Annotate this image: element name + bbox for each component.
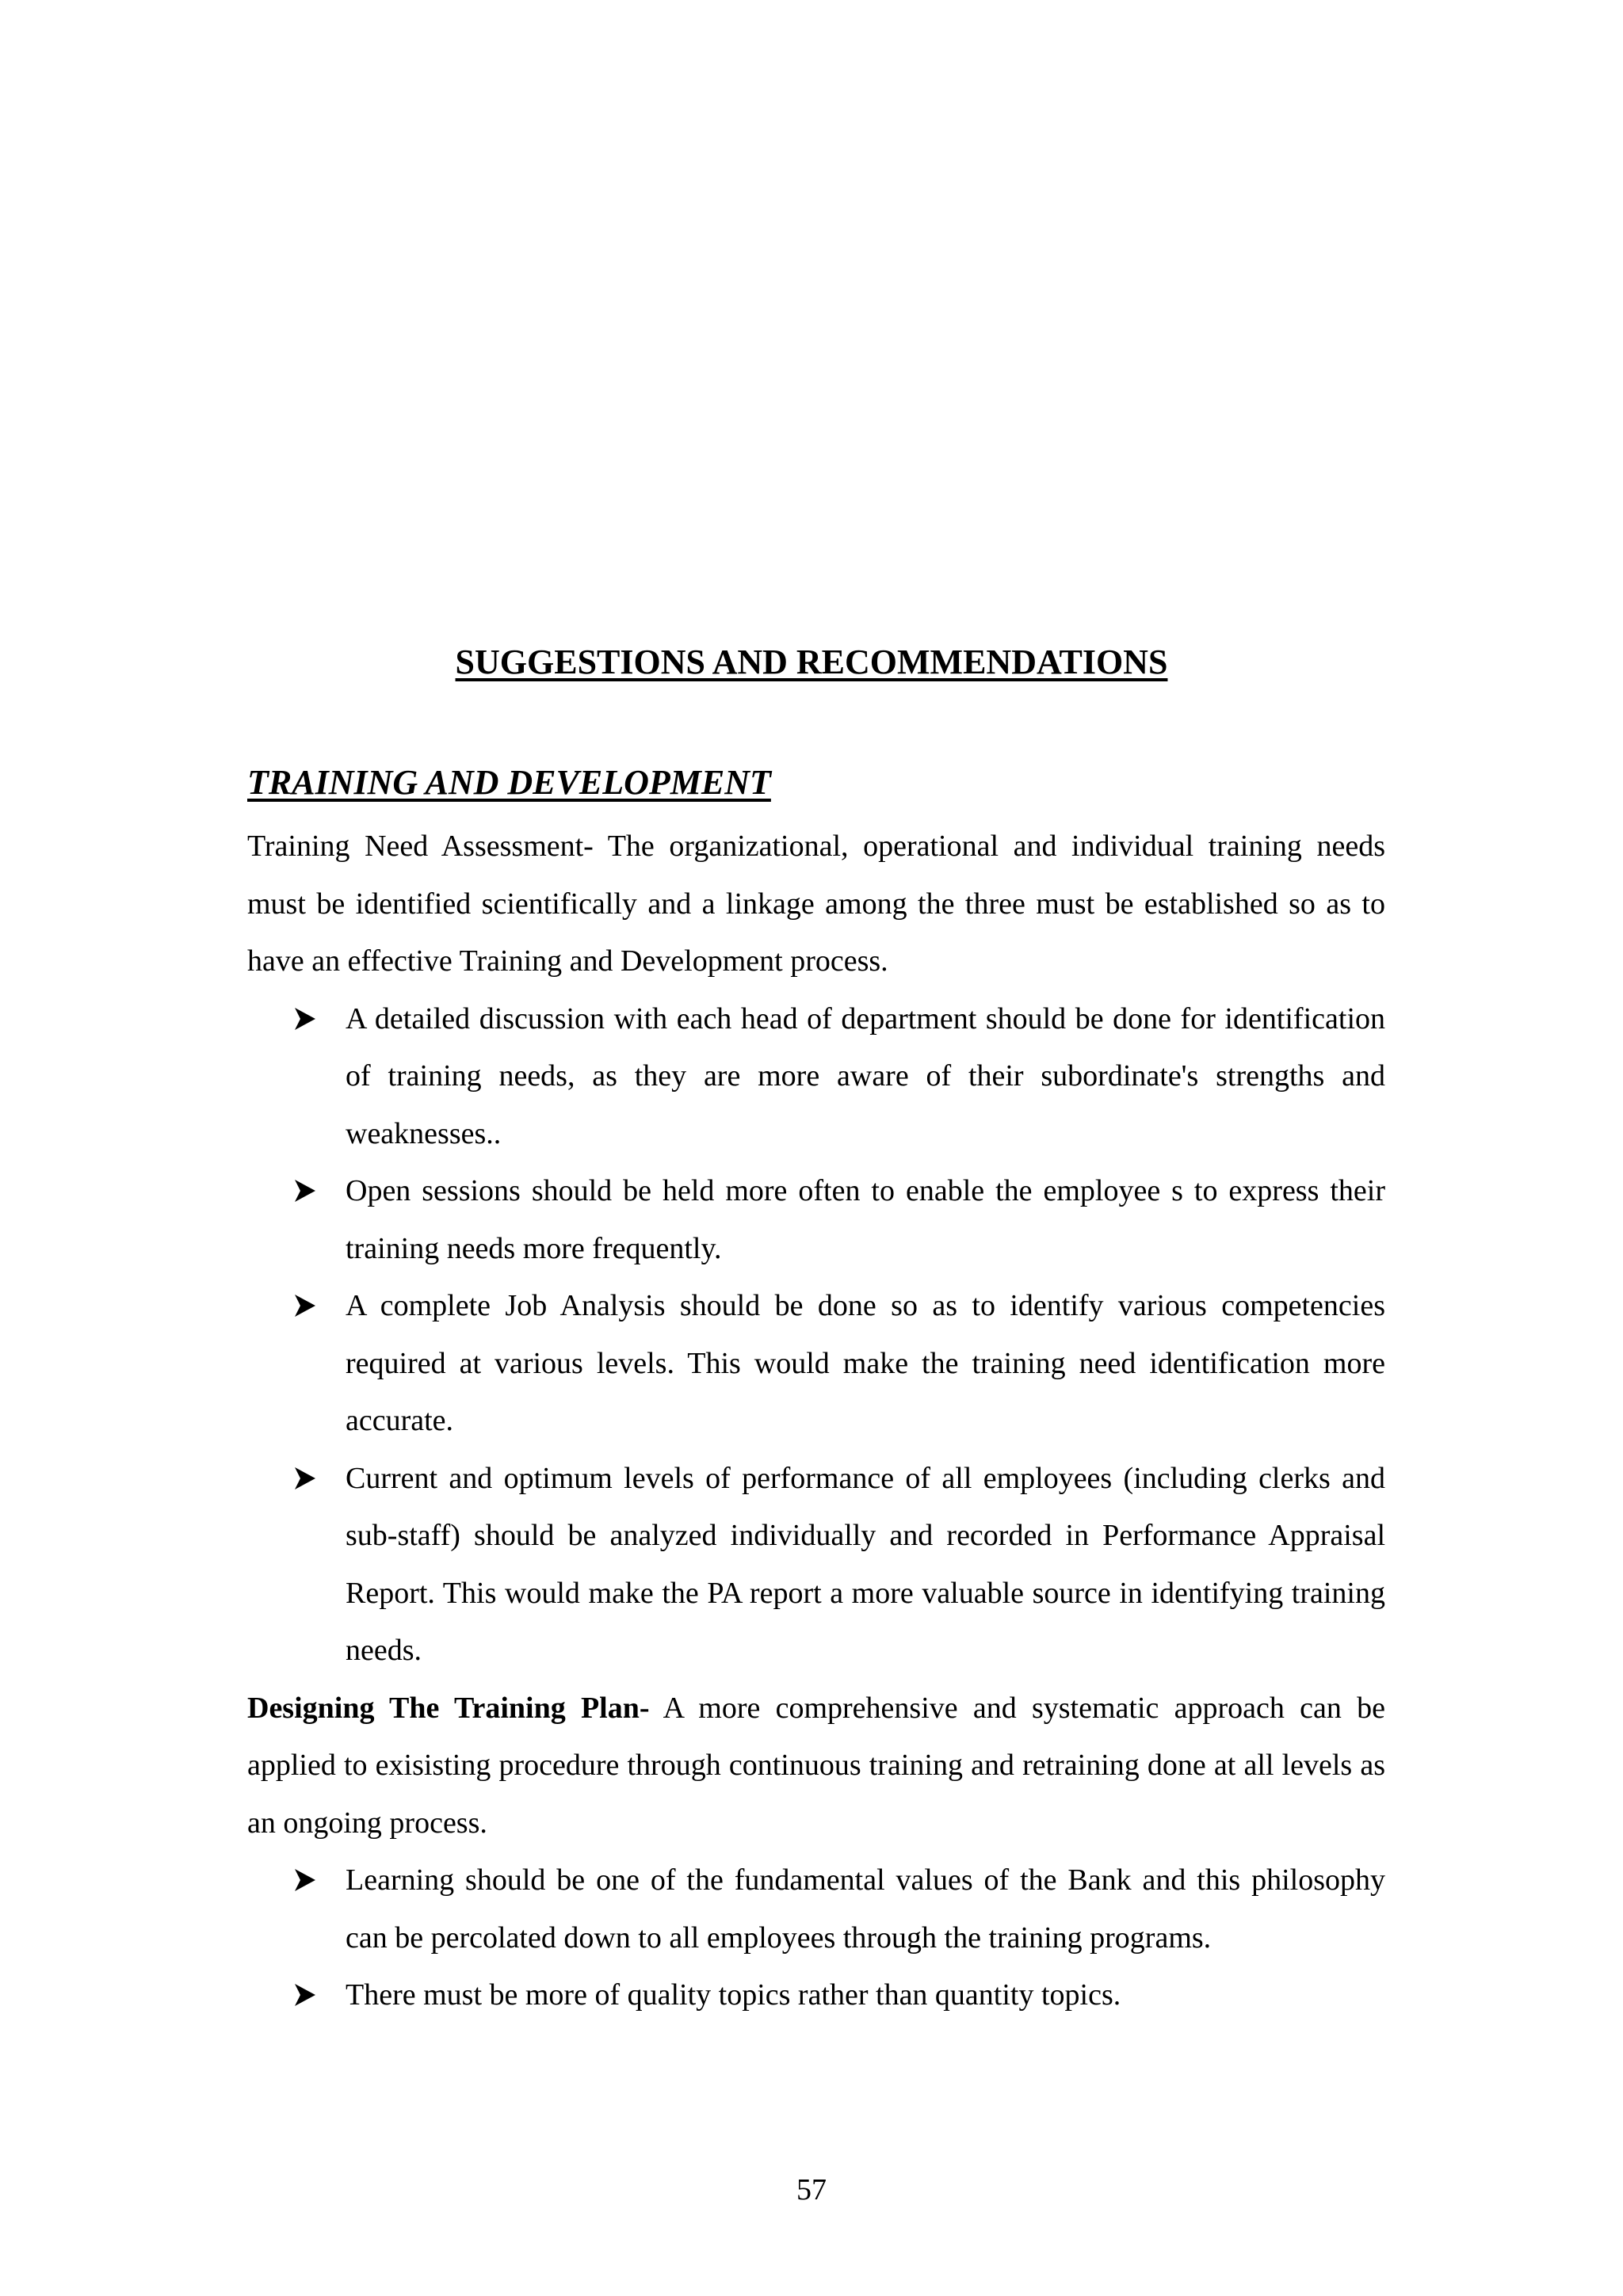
- document-body: [247, 759, 1385, 2024]
- arrowhead-bullet-icon: [295, 1162, 327, 1220]
- bullet-text: Current and optimum levels of performance of all employees (including clerks and sub-staff) should be analyzed individually and recorded in Performance Appraisal Report. This would make the PA report a more valuable source in identifying training needs.: [346, 1461, 1385, 1667]
- bullet-text: Open sessions should be held more often to enable the employee s to express their training needs more frequently.: [346, 1174, 1385, 1265]
- arrowhead-bullet-icon: [295, 1966, 327, 2024]
- bullet-text: A complete Job Analysis should be done so as to identify various competencies required at various levels. This would make the training need identification more accurate.: [346, 1289, 1385, 1437]
- page-number: 57: [796, 2173, 827, 2206]
- arrowhead-bullet-icon: [295, 1277, 327, 1335]
- section-heading: TRAINING AND DEVELOPMENT: [247, 763, 771, 802]
- arrowhead-bullet-icon: [295, 1450, 327, 1508]
- list-item: [247, 1852, 1385, 1966]
- page-title: SUGGESTIONS AND RECOMMENDATIONS: [455, 643, 1168, 681]
- bullet-text: A detailed discussion with each head of department should be done for identification of training needs, as they are more aware of their subordinate's strengths and weaknesses..: [346, 1001, 1385, 1150]
- list-item: [247, 990, 1385, 1163]
- list-item: [247, 1966, 1385, 2024]
- list-item: [247, 1277, 1385, 1450]
- intro-paragraph: Training Need Assessment- The organizational, operational and individual training needs must be identified scientifically and a linkage among the three must be established so as to have an effective Training and Development process.: [247, 830, 1385, 978]
- list-item: [247, 1450, 1385, 1680]
- arrowhead-bullet-icon: [295, 1852, 327, 1909]
- arrowhead-bullet-icon: [295, 990, 327, 1048]
- bullet-text: There must be more of quality topics rather than quantity topics.: [346, 1978, 1121, 2012]
- list-item: [247, 1162, 1385, 1277]
- bullet-text: Learning should be one of the fundamental values of the Bank and this philosophy can be percolated down to all employees through the training programs.: [346, 1863, 1385, 1955]
- assessment-bullet-list: [247, 990, 1385, 1680]
- plan-paragraph-lead: Designing The Training Plan-: [247, 1691, 650, 1725]
- plan-paragraph: [247, 1680, 1385, 1852]
- plan-bullet-list: [247, 1852, 1385, 2024]
- plan-paragraph-text: A more comprehensive and systematic approach can be applied to exisisting procedure through continuous training and retraining done at all levels as an ongoing process.: [247, 1691, 1385, 1840]
